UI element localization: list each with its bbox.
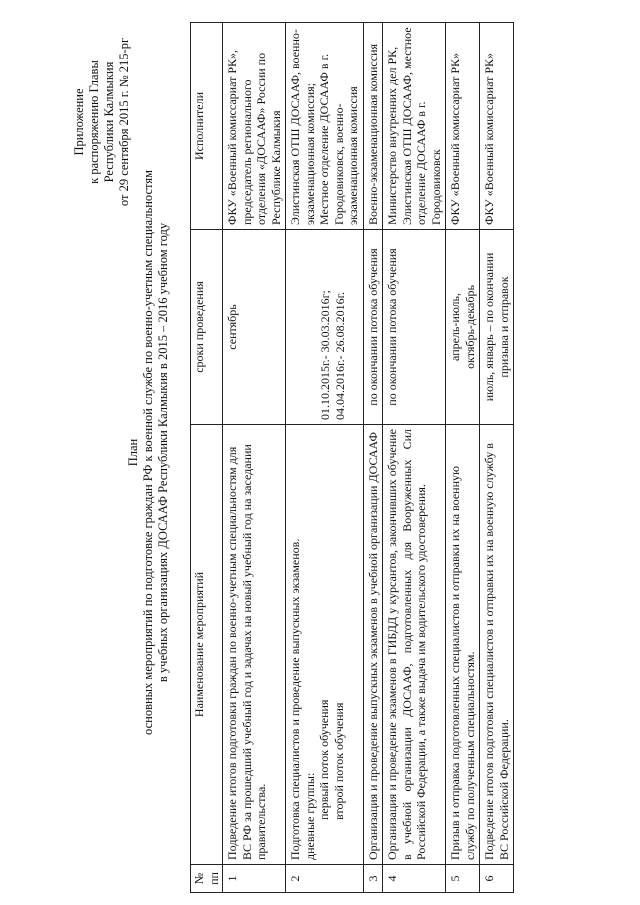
row-executors: ФКУ «Военный комиссариат РК», председатель регионального отделения «ДОСААФ» России по Республике Калмыкия (223, 23, 286, 230)
row-dates-line: октябрь-декабрь (462, 285, 477, 369)
row-name-line: Подготовка специалистов и проведение выпускных экзаменов. (288, 538, 302, 860)
row-dates: по окончании потока обучения (383, 230, 446, 425)
row-executors: Военно-экзаменационная комиссия (363, 23, 383, 230)
table-row (223, 23, 286, 893)
row-dates-line: 01.10.2015г.- 30.03.2016г; (318, 290, 332, 420)
row-dates-line: апрель-июль, (448, 293, 462, 361)
row-dates: по окончании потока обучения (363, 230, 383, 425)
row-name: Организация и проведение экзаменов в ГИБДД у курсантов, закончивших обучение в учебной организации ДОСААФ, подготовленных для Вооруженных Сил Российской Федерации, а также выдача им водительского удостоверения. (383, 425, 446, 865)
row-num: 5 (446, 865, 480, 893)
plan-subtitle-line: основных мероприятий по подготовке граждан РФ к военной службе по военно-учетным специальностям (141, 170, 155, 735)
table-row (383, 23, 446, 893)
plan-title (126, 60, 171, 845)
row-executors: Министерство внутренних дел РК, Элистинская ОТШ ДОСААФ, местное отделение ДОСААФ в г. Городовиковск (383, 23, 446, 230)
row-executors: ФКУ «Военный комиссариат РК» (446, 23, 480, 230)
row-name-line: второй поток обучения (331, 702, 346, 820)
appendix-line: к распоряжению Главы (87, 60, 101, 184)
row-dates-line: 04.04.2016г.- 26.08.2016г. (332, 291, 347, 420)
row-num: 4 (383, 865, 446, 893)
row-name: Подведение итогов подготовки специалистов и отправки их на военную службу в ВС Российской Федерации. (480, 425, 514, 865)
plan-table (190, 22, 514, 893)
row-num: 2 (286, 865, 364, 893)
row-num: 6 (480, 865, 514, 893)
appendix-line: Приложение (72, 88, 86, 156)
row-name-line: первый поток обучения (317, 699, 331, 820)
row-name: Подведение итогов подготовки граждан по военно-учетным специальностям для ВС РФ за прошедший учебный год и задачах на новый учебный год на заседании правительства. (223, 425, 286, 865)
table-row (363, 23, 383, 893)
appendix-line: Республики Калмыкия (102, 61, 116, 183)
row-name (286, 425, 364, 865)
header-name: Наименование мероприятий (191, 425, 223, 865)
row-executors (286, 23, 364, 230)
header-num: № пп (191, 865, 223, 893)
row-num: 1 (223, 865, 286, 893)
row-num: 3 (363, 865, 383, 893)
row-dates: сентябрь (223, 230, 286, 425)
row-dates: июль, январь – по окончании призыва и отправок (480, 230, 514, 425)
table-row (480, 23, 514, 893)
table-header-row (191, 23, 223, 893)
row-executors-line: Местное отделение ДОСААФ в г. Городовиковск, военно-экзаменационная комиссия (317, 53, 360, 225)
table-row (446, 23, 480, 893)
row-dates (286, 230, 364, 425)
plan-heading: План (126, 438, 140, 467)
row-executors: ФКУ «Военный комиссариат РК» (480, 23, 514, 230)
header-dates: сроки проведения (191, 230, 223, 425)
plan-subtitle-line: в учебных организациях ДОСААФ Республики Калмыкия в 2015 – 2016 учебном году (156, 222, 170, 683)
row-name-line: дневные группы: (302, 772, 317, 860)
row-name: Призыв и отправка подготовленных специалистов и отправки их на военную службу по полученным специальностям. (446, 425, 480, 865)
table-row (286, 23, 364, 893)
row-name: Организация и проведение выпускных экзаменов в учебной организации ДОСААФ (363, 425, 383, 865)
header-executors: Исполнители (191, 23, 223, 230)
row-dates (446, 230, 480, 425)
appendix-line: от 29 сентября 2015 г. № 215-рг (117, 37, 131, 207)
appendix-block (72, 7, 132, 237)
row-executors-line: Элистинская ОТШ ДОСААФ, военно-экзаменационная комиссия; (288, 29, 317, 225)
